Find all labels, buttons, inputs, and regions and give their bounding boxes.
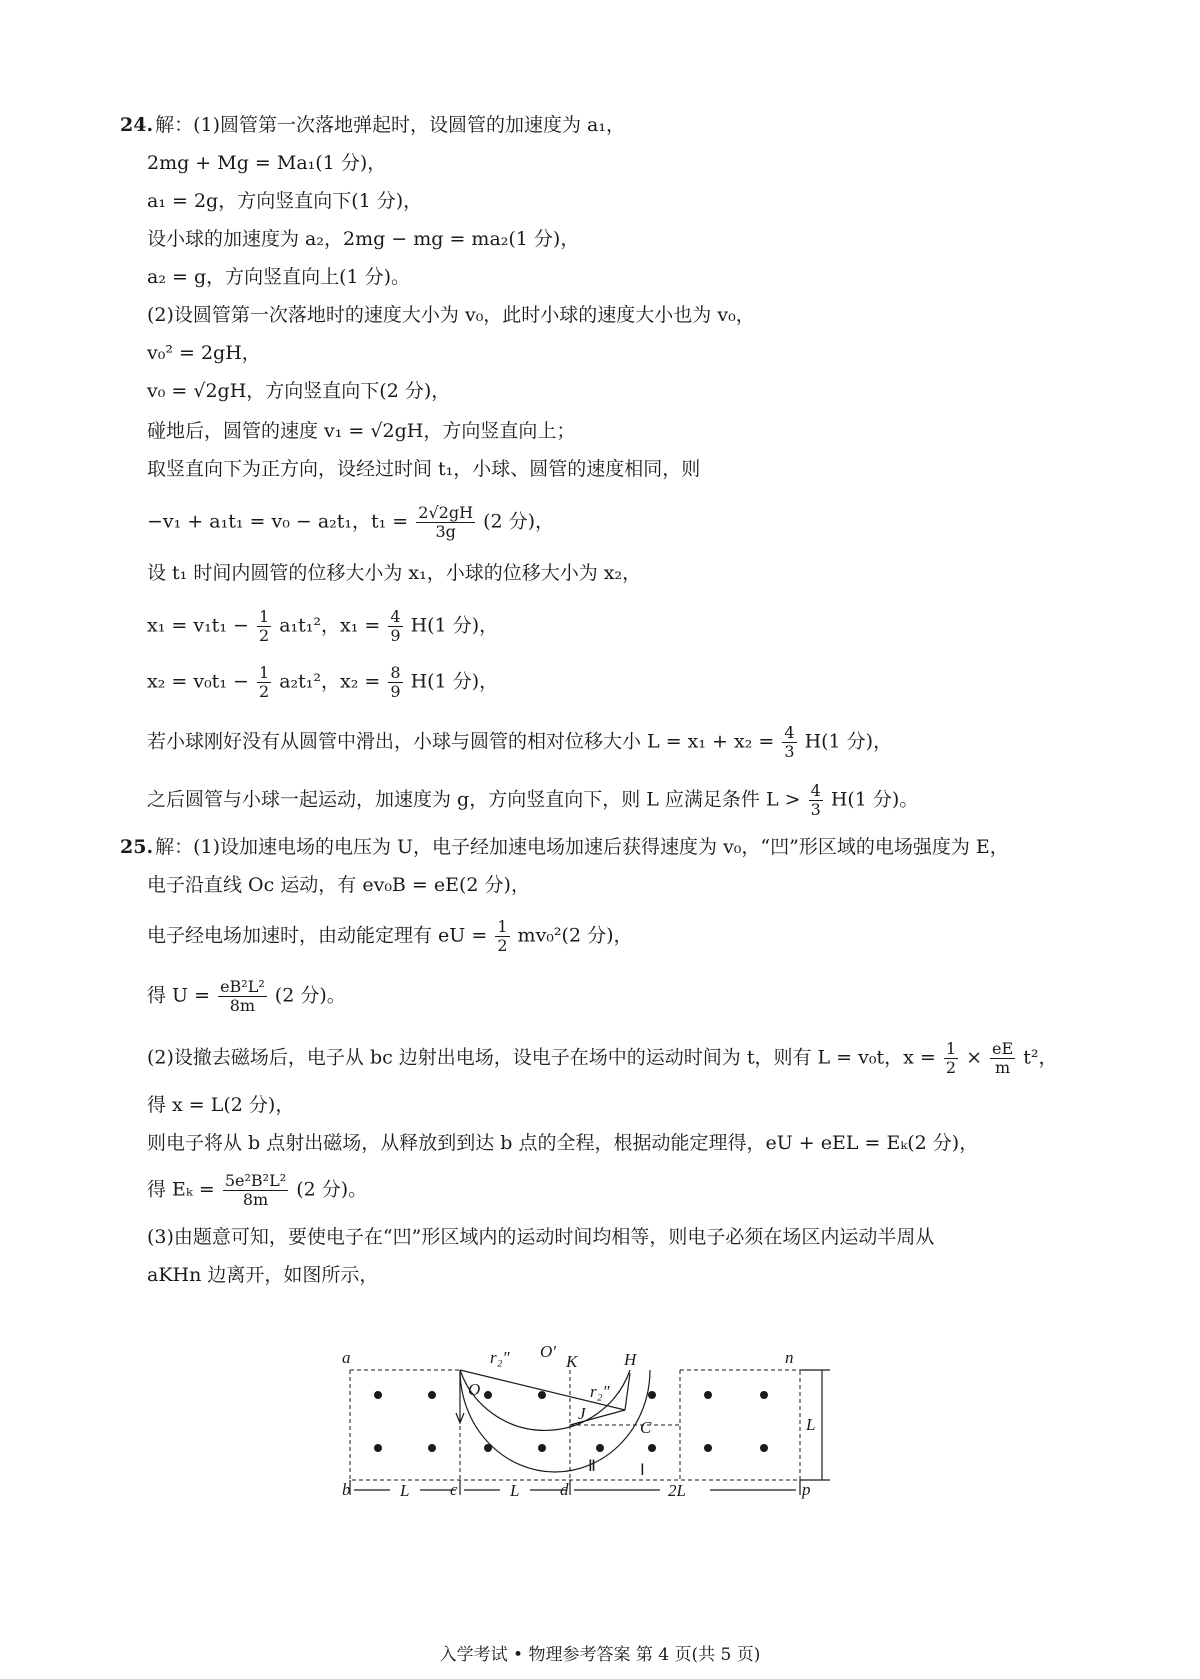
frac-den: 3 [810, 800, 821, 819]
cond-eq-a: 之后圆管与小球一起运动，加速度为 g，方向竖直向下，则 L 应满足条件 L > [147, 788, 801, 811]
notch-edge [570, 1370, 680, 1425]
Ek-fraction [223, 1172, 288, 1209]
frac-num: 1 [945, 1039, 957, 1058]
label-b: b [342, 1480, 351, 1499]
q24-line-8: v₀ = √2gH，方向竖直向下(2 分)， [147, 380, 451, 402]
label-n: n [785, 1348, 794, 1367]
page-footer: 入学考试 • 物理参考答案 第 4 页(共 5 页) [439, 1645, 761, 1665]
q24-line-6: (2)设圆管第一次落地时的速度大小为 v₀，此时小球的速度大小也为 v₀， [147, 304, 755, 326]
times-sign: × [966, 1046, 982, 1069]
frac-den: 2 [497, 936, 508, 955]
q24-line-15 [147, 724, 892, 761]
x2-fraction [388, 664, 402, 701]
label-p: p [802, 1480, 811, 1499]
label-c: c [450, 1480, 458, 1499]
label-J: J [578, 1404, 586, 1423]
x2-eq-a: x₂ = v₀t₁ − [147, 670, 249, 693]
x1-fraction [388, 608, 402, 645]
frac-den: 3 [784, 742, 795, 761]
q24-line-2: 2mg + Mg = Ma₁(1 分)， [147, 152, 387, 174]
label-arc-II: Ⅱ [588, 1458, 596, 1475]
eE-denominator: m [995, 1058, 1011, 1077]
Ek-denominator: 8m [242, 1190, 269, 1209]
q25-line-2: 电子沿直线 Oc 运动，有 ev₀B = eE(2 分)， [147, 874, 530, 896]
Ek-score: (2 分)。 [296, 1178, 368, 1201]
frac-num: 4 [784, 723, 795, 742]
eE-fraction [990, 1040, 1015, 1077]
half-fraction [944, 1040, 958, 1077]
q25-line-10: aKHn 边离开，如图所示， [147, 1264, 379, 1286]
L-score: H(1 分)， [804, 730, 893, 753]
q24-line-7: v₀² = 2gH， [147, 342, 261, 364]
label-C: C [640, 1418, 652, 1437]
q25-line-4 [147, 978, 346, 1015]
cond-fraction [809, 782, 823, 819]
q25-number: 25. [120, 836, 154, 858]
radius-line-2 [625, 1373, 630, 1410]
t1-denominator: 3g [435, 522, 456, 541]
frac-den: 2 [258, 626, 270, 645]
arc-II [460, 1370, 650, 1472]
half-fraction [495, 918, 509, 955]
q24-score-11: (2 分)， [483, 510, 555, 533]
q25-line-6: 得 x = L(2 分)， [147, 1094, 295, 1116]
x-eq-c: t²， [1023, 1046, 1058, 1069]
eU-eq-a: 电子经电场加速时，由动能定理有 eU = [147, 924, 488, 947]
label-a: a [342, 1348, 351, 1367]
q25-line-3 [147, 918, 632, 955]
x2-eq-b: a₂t₁²，x₂ = [279, 670, 381, 693]
frac-den: 9 [390, 682, 401, 701]
eU-eq-b: mv₀²(2 分)， [517, 924, 633, 947]
q24-line-14 [147, 664, 498, 701]
U-fraction [218, 978, 267, 1015]
label-r2: r₂″ [590, 1382, 610, 1401]
half-fraction [257, 608, 271, 645]
q24-line-13 [147, 608, 498, 645]
U-numerator: eB²L² [220, 977, 265, 996]
Ek-eq-a: 得 Eₖ = [147, 1178, 215, 1201]
frac-num: 1 [258, 663, 270, 682]
q24-line-1 [120, 112, 625, 138]
frac-num: 1 [258, 607, 270, 626]
label-r1: r₂″ [490, 1348, 510, 1367]
frac-num: 8 [390, 663, 401, 682]
U-eq-a: 得 U = [147, 984, 211, 1007]
q24-line-16 [147, 782, 918, 819]
label-dim2: L [510, 1481, 520, 1500]
frac-num: 4 [810, 781, 821, 800]
label-H: H [624, 1350, 637, 1369]
dimension-ticks [350, 1480, 800, 1495]
x1-score: H(1 分)， [410, 614, 499, 637]
q24-line-4: 设小球的加速度为 a₂，2mg − mg = ma₂(1 分)， [147, 228, 580, 250]
label-dim3: 2L [668, 1481, 686, 1500]
t1-numerator: 2√2gH [418, 503, 474, 522]
q24-line-12: 设 t₁ 时间内圆管的位移大小为 x₁，小球的位移大小为 x₂， [147, 562, 642, 584]
L-eq-a: 若小球刚好没有从圆管中滑出，小球与圆管的相对位移大小 L = x₁ + x₂ = [147, 730, 775, 753]
q24-text-1: 解：(1)圆管第一次落地弹起时，设圆管的加速度为 a₁， [155, 114, 625, 136]
label-dim1: L [400, 1481, 410, 1500]
label-d: d [560, 1480, 569, 1499]
q25-line-8 [147, 1172, 367, 1209]
q25-text-1: 解：(1)设加速电场的电压为 U，电子经加速电场加速后获得速度为 v₀，“凹”形区域的电场强度为 E， [155, 836, 1009, 858]
label-K: K [566, 1352, 578, 1371]
q24-line-5: a₂ = g，方向竖直向上(1 分)。 [147, 266, 411, 288]
field-dots [374, 1391, 768, 1452]
q24-line-10: 取竖直向下为正方向，设经过时间 t₁，小球、圆管的速度相同，则 [147, 458, 701, 480]
L-fraction [782, 724, 796, 761]
q24-eq-t1: −v₁ + a₁t₁ = v₀ − a₂t₁，t₁ = [147, 510, 409, 533]
x-eq-a: (2)设撤去磁场后，电子从 bc 边射出电场，设电子在场中的运动时间为 t，则有 L = v₀t，x = [147, 1046, 936, 1069]
x2-score: H(1 分)， [410, 670, 499, 693]
label-Oprime: O′ [540, 1345, 556, 1361]
q24-line-9: 碰地后，圆管的速度 v₁ = √2gH，方向竖直向上； [147, 420, 576, 442]
q25-line-1 [120, 834, 1009, 860]
Ek-numerator: 5e²B²L² [224, 1171, 287, 1190]
label-L-side: L [806, 1415, 816, 1434]
label-arc-I: Ⅰ [640, 1462, 645, 1479]
q24-line-11 [147, 504, 554, 541]
frac-den: 9 [390, 626, 401, 645]
eE-numerator: eE [992, 1039, 1014, 1058]
frac-num: 1 [497, 917, 508, 936]
t1-fraction [416, 504, 475, 541]
half-fraction [257, 664, 271, 701]
q25-line-7: 则电子将从 b 点射出磁场，从释放到到达 b 点的全程，根据动能定理得，eU + eEL = Eₖ(2 分)， [147, 1132, 979, 1154]
q25-line-5 [147, 1040, 1058, 1077]
U-score: (2 分)。 [274, 984, 346, 1007]
x1-eq-a: x₁ = v₁t₁ − [147, 614, 249, 637]
U-denominator: 8m [229, 996, 256, 1015]
frac-den: 2 [258, 682, 270, 701]
x1-eq-b: a₁t₁²，x₁ = [279, 614, 381, 637]
frac-num: 4 [390, 607, 401, 626]
field-region-figure [340, 1345, 860, 1615]
cond-score: H(1 分)。 [830, 788, 919, 811]
q25-line-9: (3)由题意可知，要使电子在“凹”形区域内的运动时间均相等，则电子必须在场区内运动半周从 [147, 1226, 935, 1248]
frac-den: 2 [945, 1058, 957, 1077]
q24-number: 24. [120, 114, 154, 136]
label-O: O [468, 1380, 481, 1399]
q24-line-3: a₁ = 2g，方向竖直向下(1 分)， [147, 190, 423, 212]
